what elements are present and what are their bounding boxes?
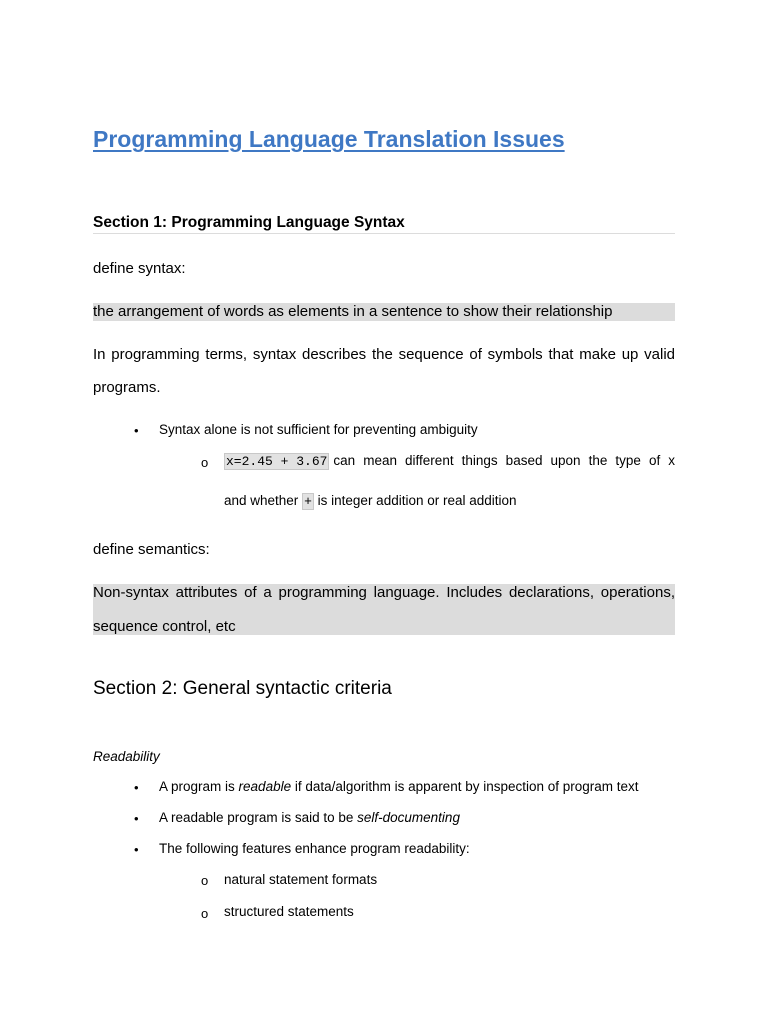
b1-emphasis: readable	[238, 779, 292, 794]
bullet-marker: •	[134, 811, 139, 826]
sub-bullet-marker: o	[201, 873, 209, 888]
bullet-marker: •	[134, 780, 139, 795]
sub-bullet-natural-formats: natural statement formats	[224, 872, 378, 887]
page-title: Programming Language Translation Issues	[93, 126, 565, 152]
sub-bullet-text-2-pre: and whether	[224, 493, 299, 508]
section-2-heading: Section 2: General syntactic criteria	[93, 678, 392, 699]
sub-bullet-structured-statements: structured statements	[224, 904, 354, 919]
sub-bullet-text-2-post: is integer addition or real addition	[317, 493, 517, 508]
syntax-definition: the arrangement of words as elements in a sentence to show their relationship	[93, 303, 675, 321]
section-1-heading: Section 1: Programming Language Syntax	[93, 214, 675, 234]
bullet-self-documenting	[159, 810, 460, 825]
sub-bullet-marker: o	[201, 455, 209, 470]
b2-emphasis: self-documenting	[357, 810, 460, 825]
b1-pre: A program is	[159, 779, 235, 794]
semantics-line-1: Non-syntax attributes of a programming language. Includes declarations, operations,	[93, 584, 675, 601]
bullet-readability-features: The following features enhance program readability:	[159, 841, 470, 856]
define-syntax-label: define syntax:	[93, 260, 186, 277]
sub-bullet-marker: o	[201, 906, 209, 921]
semantics-line-2: sequence control, etc	[93, 618, 236, 635]
code-plus: +	[304, 494, 312, 509]
programming-terms-line-1: In programming terms, syntax describes the sequence of symbols that make up valid	[93, 346, 675, 363]
b1-post: if data/algorithm is apparent by inspection of program text	[294, 779, 639, 794]
b2-pre: A readable program is said to be	[159, 810, 354, 825]
bullet-marker: •	[134, 423, 139, 438]
sub-bullet-line-2	[224, 493, 517, 509]
bullet-marker: •	[134, 842, 139, 857]
sub-bullet-text-1: can mean different things based upon the type of x	[333, 453, 675, 468]
readability-label: Readability	[93, 749, 160, 764]
bullet-syntax-ambiguity: Syntax alone is not sufficient for preventing ambiguity	[159, 422, 478, 437]
sub-bullet-line-1	[224, 453, 675, 470]
bullet-readable	[159, 779, 639, 794]
programming-terms-line-2: programs.	[93, 379, 161, 396]
define-semantics-label: define semantics:	[93, 541, 210, 558]
code-expression: x=2.45 + 3.67	[226, 454, 328, 469]
